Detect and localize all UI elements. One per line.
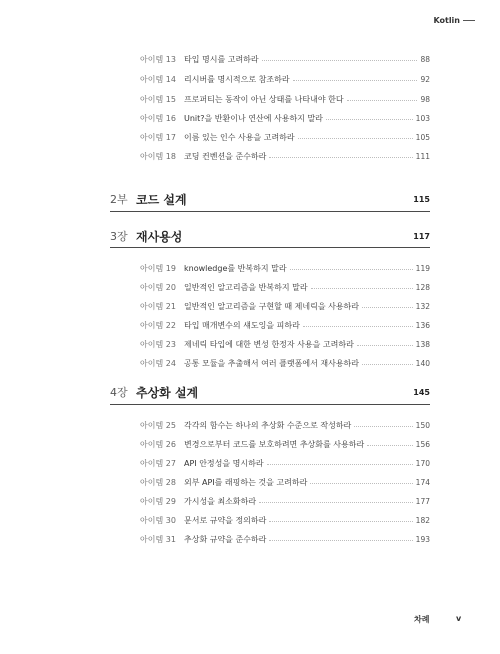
dot-leader bbox=[362, 364, 413, 365]
part-heading[interactable] bbox=[110, 188, 430, 210]
item-title: 코딩 컨벤션을 준수하라 bbox=[184, 151, 267, 161]
part-number: 2부 bbox=[110, 193, 128, 206]
item-title: 리시버를 명시적으로 참조하라 bbox=[184, 74, 290, 84]
toc-entry[interactable] bbox=[140, 92, 430, 106]
item-number: 아이템 25 bbox=[140, 420, 176, 430]
item-page: 193 bbox=[415, 534, 430, 544]
dot-leader bbox=[354, 426, 412, 427]
item-title: API 안정성을 명시하라 bbox=[184, 458, 264, 468]
part-page: 115 bbox=[413, 194, 430, 204]
dot-leader bbox=[269, 157, 412, 158]
dot-leader bbox=[367, 445, 412, 446]
item-number: 아이템 31 bbox=[140, 534, 176, 544]
item-title: 외부 API를 래핑하는 것을 고려하라 bbox=[184, 477, 308, 487]
item-number: 아이템 30 bbox=[140, 515, 176, 525]
item-page: 138 bbox=[415, 339, 430, 349]
item-number: 아이템 19 bbox=[140, 263, 176, 273]
dot-leader bbox=[269, 521, 412, 522]
item-title: 일반적인 알고리즘을 반복하지 말라 bbox=[184, 282, 308, 292]
item-number: 아이템 17 bbox=[140, 132, 176, 142]
item-number: 아이템 23 bbox=[140, 339, 176, 349]
toc-entry[interactable] bbox=[140, 337, 430, 351]
item-page: 105 bbox=[415, 132, 430, 142]
chapter-title: 재사용성 bbox=[136, 229, 183, 244]
item-page: 182 bbox=[415, 515, 430, 525]
item-page: 103 bbox=[415, 113, 430, 123]
item-title: 제네릭 타입에 대한 변성 한정자 사용을 고려하라 bbox=[184, 339, 354, 349]
item-page: 177 bbox=[415, 496, 430, 506]
item-number: 아이템 24 bbox=[140, 358, 176, 368]
item-number: 아이템 16 bbox=[140, 113, 176, 123]
dot-leader bbox=[290, 269, 413, 270]
item-title: 추상화 규약을 준수하라 bbox=[184, 534, 267, 544]
running-header-rule bbox=[463, 20, 475, 21]
dot-leader bbox=[362, 307, 413, 308]
chapter-title: 추상화 설계 bbox=[136, 385, 199, 400]
item-number: 아이템 26 bbox=[140, 439, 176, 449]
chapter-rule bbox=[110, 247, 430, 248]
item-number: 아이템 22 bbox=[140, 320, 176, 330]
toc-entry[interactable] bbox=[140, 111, 430, 125]
toc-entry[interactable] bbox=[140, 532, 430, 546]
item-page: 98 bbox=[420, 94, 430, 104]
dot-leader bbox=[347, 100, 418, 101]
running-header-label: Kotlin bbox=[433, 16, 460, 25]
chapter-heading[interactable] bbox=[110, 225, 430, 247]
footer-page-number: v bbox=[456, 614, 462, 623]
toc-entry[interactable] bbox=[140, 456, 430, 470]
dot-leader bbox=[269, 540, 412, 541]
item-number: 아이템 14 bbox=[140, 74, 176, 84]
dot-leader bbox=[293, 80, 418, 81]
item-number: 아이템 27 bbox=[140, 458, 176, 468]
toc-entry[interactable] bbox=[140, 318, 430, 332]
item-number: 아이템 21 bbox=[140, 301, 176, 311]
item-number: 아이템 29 bbox=[140, 496, 176, 506]
chapter-number: 3장 bbox=[110, 230, 128, 243]
item-page: 150 bbox=[415, 420, 430, 430]
toc-entry[interactable] bbox=[140, 280, 430, 294]
item-title: Unit?을 반환이나 연산에 사용하지 말라 bbox=[184, 113, 323, 123]
item-title: 각각의 함수는 하나의 추상화 수준으로 작성하라 bbox=[184, 420, 352, 430]
chapter-heading[interactable] bbox=[110, 381, 430, 403]
dot-leader bbox=[259, 502, 413, 503]
dot-leader bbox=[303, 326, 413, 327]
dot-leader bbox=[310, 483, 412, 484]
toc-entry[interactable] bbox=[140, 513, 430, 527]
part-rule bbox=[110, 211, 430, 212]
dot-leader bbox=[298, 138, 413, 139]
chapter-rule bbox=[110, 404, 430, 405]
toc-entry[interactable] bbox=[140, 72, 430, 86]
chapter-page: 145 bbox=[413, 387, 430, 397]
item-title: knowledge를 반복하지 말라 bbox=[184, 263, 287, 273]
item-title: 변경으로부터 코드를 보호하려면 추상화를 사용하라 bbox=[184, 439, 365, 449]
item-page: 128 bbox=[415, 282, 430, 292]
dot-leader bbox=[326, 119, 413, 120]
item-title: 타입 매개변수의 섀도잉을 피하라 bbox=[184, 320, 300, 330]
dot-leader bbox=[311, 288, 413, 289]
item-number: 아이템 20 bbox=[140, 282, 176, 292]
item-page: 136 bbox=[415, 320, 430, 330]
dot-leader bbox=[267, 464, 413, 465]
item-number: 아이템 15 bbox=[140, 94, 176, 104]
toc-entry[interactable] bbox=[140, 494, 430, 508]
item-title: 공통 모듈을 추출해서 여러 플랫폼에서 재사용하라 bbox=[184, 358, 360, 368]
toc-entry[interactable] bbox=[140, 52, 430, 66]
item-number: 아이템 13 bbox=[140, 54, 176, 64]
toc-entry[interactable] bbox=[140, 437, 430, 451]
toc-entry[interactable] bbox=[140, 299, 430, 313]
toc-entry[interactable] bbox=[140, 475, 430, 489]
item-number: 아이템 18 bbox=[140, 151, 176, 161]
item-page: 156 bbox=[415, 439, 430, 449]
toc-entry[interactable] bbox=[140, 356, 430, 370]
part-title: 코드 설계 bbox=[136, 192, 187, 207]
item-page: 119 bbox=[415, 263, 430, 273]
dot-leader bbox=[262, 60, 418, 61]
toc-entry[interactable] bbox=[140, 261, 430, 275]
footer-label: 차례 bbox=[414, 615, 430, 624]
item-title: 가시성을 최소화하라 bbox=[184, 496, 257, 506]
chapter-number: 4장 bbox=[110, 386, 128, 399]
item-page: 92 bbox=[420, 74, 430, 84]
item-page: 170 bbox=[415, 458, 430, 468]
item-number: 아이템 28 bbox=[140, 477, 176, 487]
item-page: 174 bbox=[415, 477, 430, 487]
chapter-page: 117 bbox=[413, 231, 430, 241]
item-page: 111 bbox=[415, 151, 430, 161]
item-title: 문서로 규약을 정의하라 bbox=[184, 515, 267, 525]
toc-entry[interactable] bbox=[140, 418, 430, 432]
toc-entry[interactable] bbox=[140, 130, 430, 144]
item-title: 타입 명시를 고려하라 bbox=[184, 54, 259, 64]
item-page: 140 bbox=[415, 358, 430, 368]
item-title: 프로퍼티는 동작이 아닌 상태를 나타내야 한다 bbox=[184, 94, 344, 104]
toc-entry[interactable] bbox=[140, 149, 430, 163]
item-title: 일반적인 알고리즘을 구현할 때 제네릭을 사용하라 bbox=[184, 301, 360, 311]
dot-leader bbox=[357, 345, 413, 346]
item-page: 132 bbox=[415, 301, 430, 311]
item-page: 88 bbox=[420, 54, 430, 64]
item-title: 이름 있는 인수 사용을 고려하라 bbox=[184, 132, 295, 142]
